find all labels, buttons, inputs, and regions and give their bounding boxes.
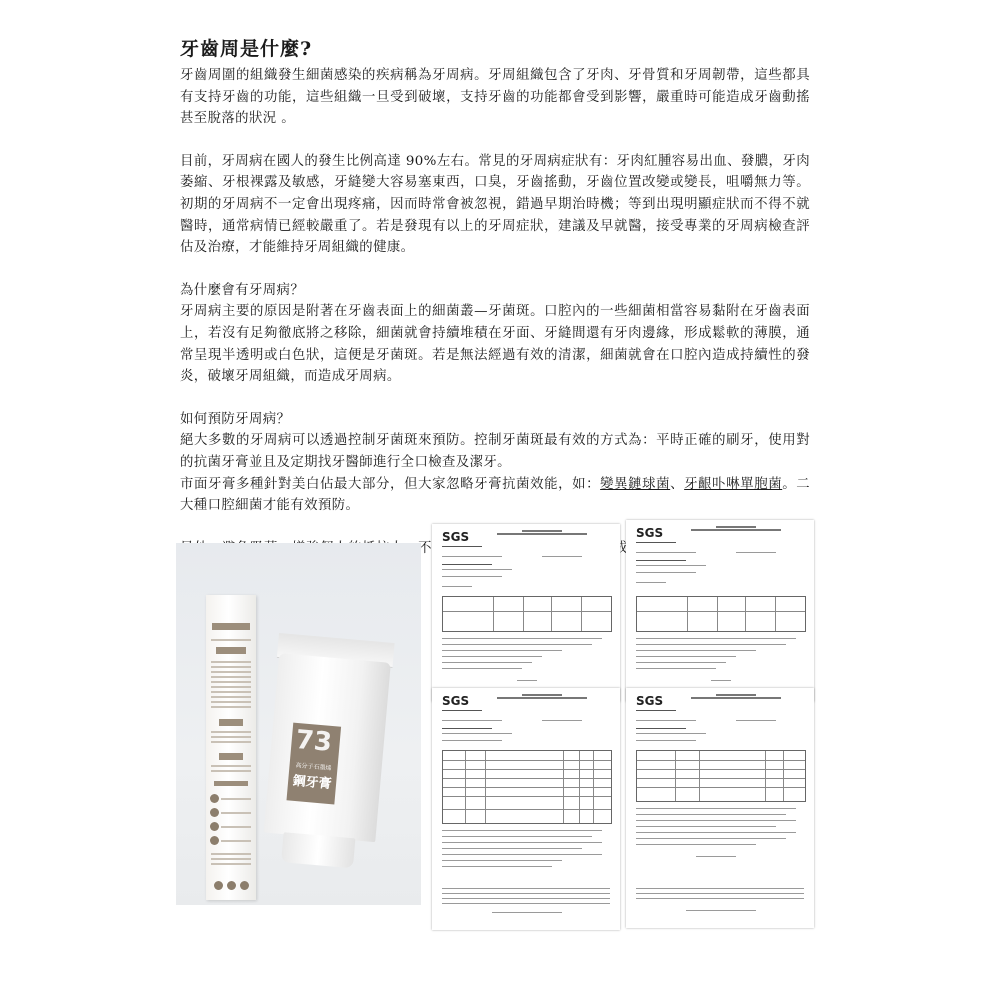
paragraph-prevention: 絕大多數的牙周病可以透過控制牙菌斑來預防。控制牙菌斑最有效的方式為：平時正確的刷牙，使用對的抗菌牙膏並且及定期找牙醫師進行全口檢查及潔牙。: [180, 433, 810, 470]
link-porphyromonas[interactable]: 牙齦卟啉單胞菌: [684, 476, 783, 492]
paragraph-intro: 牙齒周圍的組織發生細菌感染的疾病稱為牙周病。牙周組織包含了牙肉、牙骨質和牙周韌帶，這些都具有支持牙齒的功能，這些組織一旦受到破壞，支持牙齒的功能都會受到影響，嚴重時可能造成牙齒動搖甚至脫落的狀況 。: [180, 68, 810, 127]
sgs-logo: SGS: [442, 694, 470, 708]
sgs-logo: SGS: [636, 526, 664, 540]
report-page-4: [626, 688, 814, 928]
heading-cause: 為什麼會有牙周病？: [180, 282, 305, 298]
tube-product-name: 鋼牙膏: [292, 773, 333, 793]
tube-subtitle: 高分子石墨烯: [295, 761, 332, 773]
sgs-logo: SGS: [442, 530, 470, 544]
product-photo: [176, 543, 421, 905]
report-page-2: [626, 520, 814, 702]
paragraph-symptoms: 目前，牙周病在國人的發生比例高達 90%左右。常見的牙周病症狀有：牙肉紅腫容易出血、發膿，牙肉萎縮、牙根裸露及敏感，牙縫變大容易塞東西，口臭，牙齒搖動，牙齒位置改變或變長，咀嚼無力等。初期的牙周病不一定會出現疼痛，因而時常會被忽視，錯過早期治時機；等到出現明顯症狀而不得不就醫時，通常病情已經較嚴重了。若是發現有以上的牙周症狀，建議及早就醫，接受專業的牙周病檢查評估及治療，才能維持牙周組織的健康。: [180, 153, 810, 256]
paragraph-toothpaste: 市面牙膏多種針對美白佔最大部分，但大家忽略牙膏抗菌效能，如：變異鏈球菌、牙齦卟啉單胞菌。二大種口腔細菌才能有效預防。: [180, 476, 810, 514]
tube-label: [286, 723, 341, 805]
sgs-logo: SGS: [636, 694, 664, 708]
paragraph-cause: 牙周病主要的原因是附著在牙齒表面上的細菌叢—牙菌斑。口腔內的一些細菌相當容易黏附在牙齒表面上，若沒有足夠徹底將之移除，細菌就會持續堆積在牙面、牙縫間還有牙肉邊緣，形成鬆軟的薄膜，通常呈現半透明或白色狀，這便是牙菌斑。若是無法經過有效的清潔，細菌就會在口腔內造成持續性的發炎，破壞牙周組織，而造成牙周病。: [180, 304, 810, 385]
test-reports: [430, 520, 820, 930]
report-page-1: [432, 524, 620, 702]
toothpaste-tube: [261, 633, 400, 868]
article: [180, 34, 810, 581]
link-streptococcus[interactable]: 變異鏈球菌: [600, 476, 671, 492]
product-box: [206, 595, 256, 900]
article-title: 牙齒周是什麼?: [180, 38, 313, 60]
report-page-3: [432, 688, 620, 930]
heading-prevention: 如何預防牙周病？: [180, 411, 291, 427]
tube-number: 73: [294, 724, 334, 758]
